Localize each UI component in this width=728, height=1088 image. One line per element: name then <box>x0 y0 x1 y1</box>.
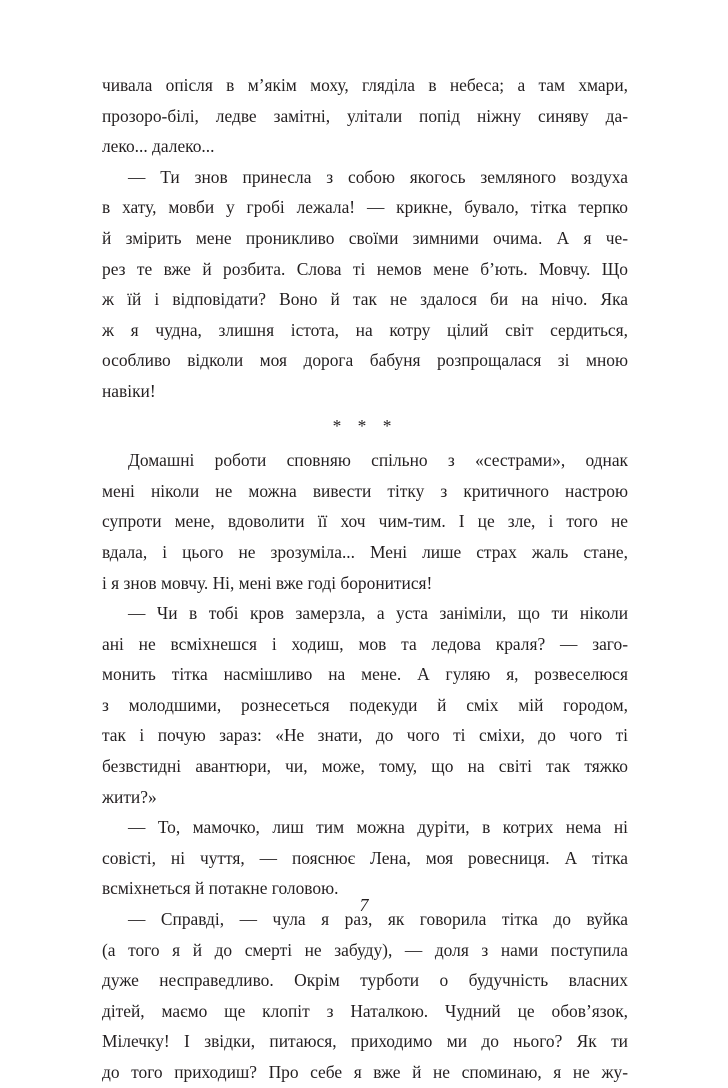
text-line: і я знов мовчу. Ні, мені вже годі боронитися! <box>102 572 433 593</box>
section-break: * * * <box>332 415 398 436</box>
text-line: чивала опісля в м’якім моху, гляділа в небеса; а там хмари, <box>102 75 628 95</box>
text-line: й змірить мене проникливо своїми зимними очима. А я че- <box>102 227 628 248</box>
page-number: 7 <box>359 895 369 915</box>
paragraph <box>102 598 628 812</box>
text-line: дітей, маємо ще клопіт з Наталкою. Чудний це обов’язок, <box>102 1000 628 1021</box>
paragraph <box>102 904 628 1088</box>
text-line: Мілечку! І звідки, питаюся, приходимо ми до нього? Як ти <box>102 1031 628 1052</box>
text-line: безвстидні авантюри, чи, може, тому, що на світі так тяжко <box>102 756 628 777</box>
text-line: навіки! <box>102 380 156 401</box>
text-line: леко... далеко... <box>102 136 215 157</box>
text-line: в хату, мовби у гробі лежала! — крикне, бувало, тітка терпко <box>102 197 628 218</box>
text-line: з молодшими, рознесеться подекуди й сміх мій городом, <box>102 694 628 715</box>
text-line: прозоро-білі, ледве замітні, улітали попід ніжну синяву да- <box>102 105 628 126</box>
text-line: супроти мене, вдоволити її хоч чим-тим. І це зле, і того не <box>102 511 628 532</box>
text-line: ані не всміхнешся і ходиш, мов та ледова краля? — заго- <box>102 633 628 654</box>
text-line: всміхнеться й потакне головою. <box>102 878 339 899</box>
text-line: — То, мамочко, лиш тим можна дуріти, в котрих нема ні <box>128 817 628 838</box>
text-line: до того приходиш? Про себе я вже й не споминаю, я не жу- <box>102 1062 628 1082</box>
text-line: (а того я й до смерті не забуду), — доля з нами поступила <box>102 939 628 960</box>
page-text <box>102 70 628 1088</box>
text-line: так і почую зараз: «Не знати, до чого ті сміхи, до чого ті <box>102 725 628 746</box>
paragraph <box>102 445 628 598</box>
text-line: — Ти знов принесла з собою якогось земляного воздуха <box>128 166 628 187</box>
text-line: ж я чудна, злишня істота, на котру цілий світ сердиться, <box>102 319 628 340</box>
text-line: мені ніколи не можна вивести тітку з критичного настрою <box>102 480 628 501</box>
text-line: — Справді, — чула я раз, як говорила тітка до вуйка <box>128 909 628 930</box>
paragraph <box>102 812 628 904</box>
text-line: ж їй і відповідати? Воно й так не здалося би на нічо. Яка <box>102 289 628 310</box>
text-line: совісті, ні чуття, — пояснює Лена, моя ровесниця. А тітка <box>102 847 628 868</box>
paragraph <box>102 70 628 162</box>
text-line: жити?» <box>102 786 157 807</box>
text-line: Домашні роботи сповняю спільно з «сестрами», однак <box>128 450 628 471</box>
text-line: дуже несправедливо. Окрім турботи о будучність власних <box>102 970 628 991</box>
text-line: вдала, і цього не зрозуміла... Мені лише страх жаль стане, <box>102 541 628 562</box>
paragraph <box>102 162 628 407</box>
text-line: — Чи в тобі кров замерзла, а уста заніміли, що ти ніколи <box>128 603 628 624</box>
text-line: монить тітка насмішливо на мене. А гуляю я, розвеселюся <box>102 664 628 685</box>
text-line: особливо відколи моя дорога бабуня розпрощалася зі мною <box>102 350 628 371</box>
text-line: рез те вже й розбита. Слова ті немов мене б’ють. Мовчу. Що <box>102 258 628 279</box>
